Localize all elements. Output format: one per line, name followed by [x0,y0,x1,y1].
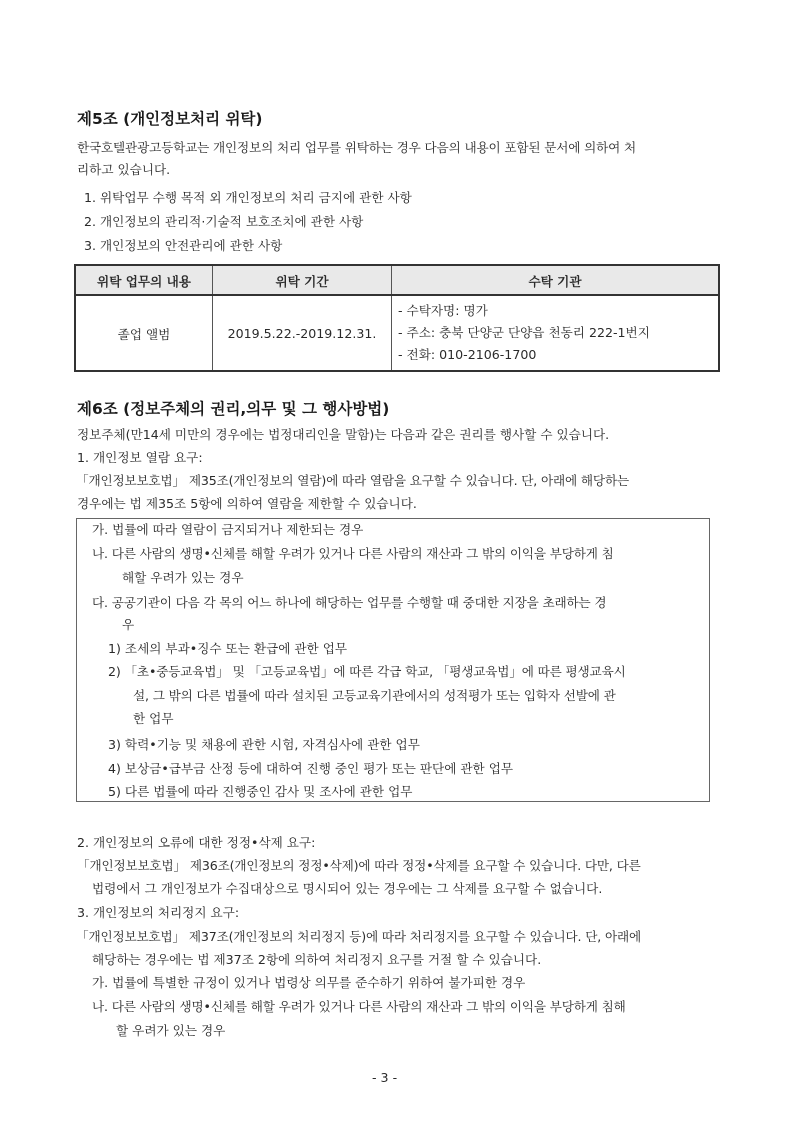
article-5-intro-line-1: 한국호텔관광고등학교는 개인정보의 처리 업무를 위탁하는 경우 다음의 내용이 포함된 문서에 의하여 처 [77,140,637,155]
article-5-item-2: 2. 개인정보의 관리적·기술적 보호조치에 관한 사항 [84,214,364,229]
section-3-line-1: 「개인정보보호법」 제37조(개인정보의 처리정지 등)에 따라 처리정지를 요구할 수 있습니다. 단, 아래에 [76,929,641,944]
section-1-line-2: 경우에는 법 제35조 5항에 의하여 열람을 제한할 수 있습니다. [77,496,417,511]
article-5-item-1: 1. 위탁업무 수행 목적 외 개인정보의 처리 금지에 관한 사항 [84,190,412,205]
box-item-da-line-2: 우 [122,617,135,632]
article-6-title: 제6조 (정보주체의 권리,의무 및 그 행사방법) [77,400,390,418]
cell-work-content: 졸업 앨범 [75,295,213,371]
trustee-name: - 수탁자명: 명가 [398,303,488,318]
section-1-heading: 1. 개인정보 열람 요구: [77,450,203,465]
article-5-intro-line-2: 리하고 있습니다. [77,162,171,177]
section-1-line-1: 「개인정보보호법」 제35조(개인정보의 열람)에 따라 열람을 요구할 수 있습니다. 단, 아래에 해당하는 [76,473,629,488]
page-number: - 3 - [372,1070,398,1085]
section-3-item-ga: 가. 법률에 특별한 규정이 있거나 법령상 의무를 준수하기 위하여 불가피한 경우 [92,975,526,990]
section-3-line-2: 해당하는 경우에는 법 제37조 2항에 의하여 처리정지 요구를 거절 할 수 있습니다. [92,952,542,967]
article-5-item-3: 3. 개인정보의 안전관리에 관한 사항 [84,238,283,253]
trustee-phone: - 전화: 010-2106-1700 [398,347,537,362]
box-subitem-3: 3) 학력•기능 및 채용에 관한 시험, 자격심사에 관한 업무 [108,737,420,752]
header-trustee: 수탁 기관 [392,265,720,295]
consignment-table-header [75,265,719,295]
box-item-na-line-1: 나. 다른 사람의 생명•신체를 해할 우려가 있거나 다른 사람의 재산과 그 밖의 이익을 부당하게 침 [92,546,614,561]
article-6-intro: 정보주체(만14세 미만의 경우에는 법정대리인을 말함)는 다음과 같은 권리를 행사할 수 있습니다. [77,427,610,442]
header-consigned-work: 위탁 업무의 내용 [75,265,213,295]
trustee-address: - 주소: 충북 단양군 단양읍 천동리 222-1번지 [398,325,650,340]
section-2-line-2: 법령에서 그 개인정보가 수집대상으로 명시되어 있는 경우에는 그 삭제를 요구할 수 없습니다. [92,881,603,896]
box-subitem-2-line-2: 설, 그 밖의 다른 법률에 따라 설치된 고등교육기관에서의 성적평가 또는 입학자 선발에 관 [133,688,616,703]
consignment-table [74,264,720,372]
article-5-title: 제5조 (개인정보처리 위탁) [77,110,263,128]
header-consignment-period: 위탁 기간 [213,265,392,295]
section-2-heading: 2. 개인정보의 오류에 대한 정정•삭제 요구: [77,835,316,850]
box-item-ga: 가. 법률에 따라 열람이 금지되거나 제한되는 경우 [92,522,364,537]
section-2-line-1: 「개인정보보호법」 제36조(개인정보의 정정•삭제)에 따라 정정•삭제를 요구할 수 있습니다. 다만, 다른 [77,858,641,873]
section-3-item-na-line-2: 할 우려가 있는 경우 [116,1023,226,1038]
box-item-na-line-2: 해할 우려가 있는 경우 [122,570,244,585]
box-subitem-2-line-1: 2) 「초•중등교육법」 및 「고등교육법」에 따른 각급 학교, 「평생교육법」에 따른 평생교육시 [108,664,626,679]
box-item-da-line-1: 다. 공공기관이 다음 각 목의 어느 하나에 해당하는 업무를 수행할 때 중대한 지장을 초래하는 경 [92,595,607,610]
box-subitem-4: 4) 보상금•급부금 산정 등에 대하여 진행 중인 평가 또는 판단에 관한 업무 [108,761,514,776]
box-subitem-5: 5) 다른 법률에 따라 진행중인 감사 및 조사에 관한 업무 [108,784,413,799]
table-row [75,295,719,371]
box-subitem-1: 1) 조세의 부과•징수 또는 환급에 관한 업무 [108,641,348,656]
section-3-heading: 3. 개인정보의 처리정지 요구: [77,905,240,920]
box-subitem-2-line-3: 한 업무 [133,711,174,726]
cell-period: 2019.5.22.-2019.12.31. [213,295,392,371]
cell-trustee [392,295,720,371]
section-3-item-na-line-1: 나. 다른 사람의 생명•신체를 해할 우려가 있거나 다른 사람의 재산과 그 밖의 이익을 부당하게 침해 [92,999,626,1014]
